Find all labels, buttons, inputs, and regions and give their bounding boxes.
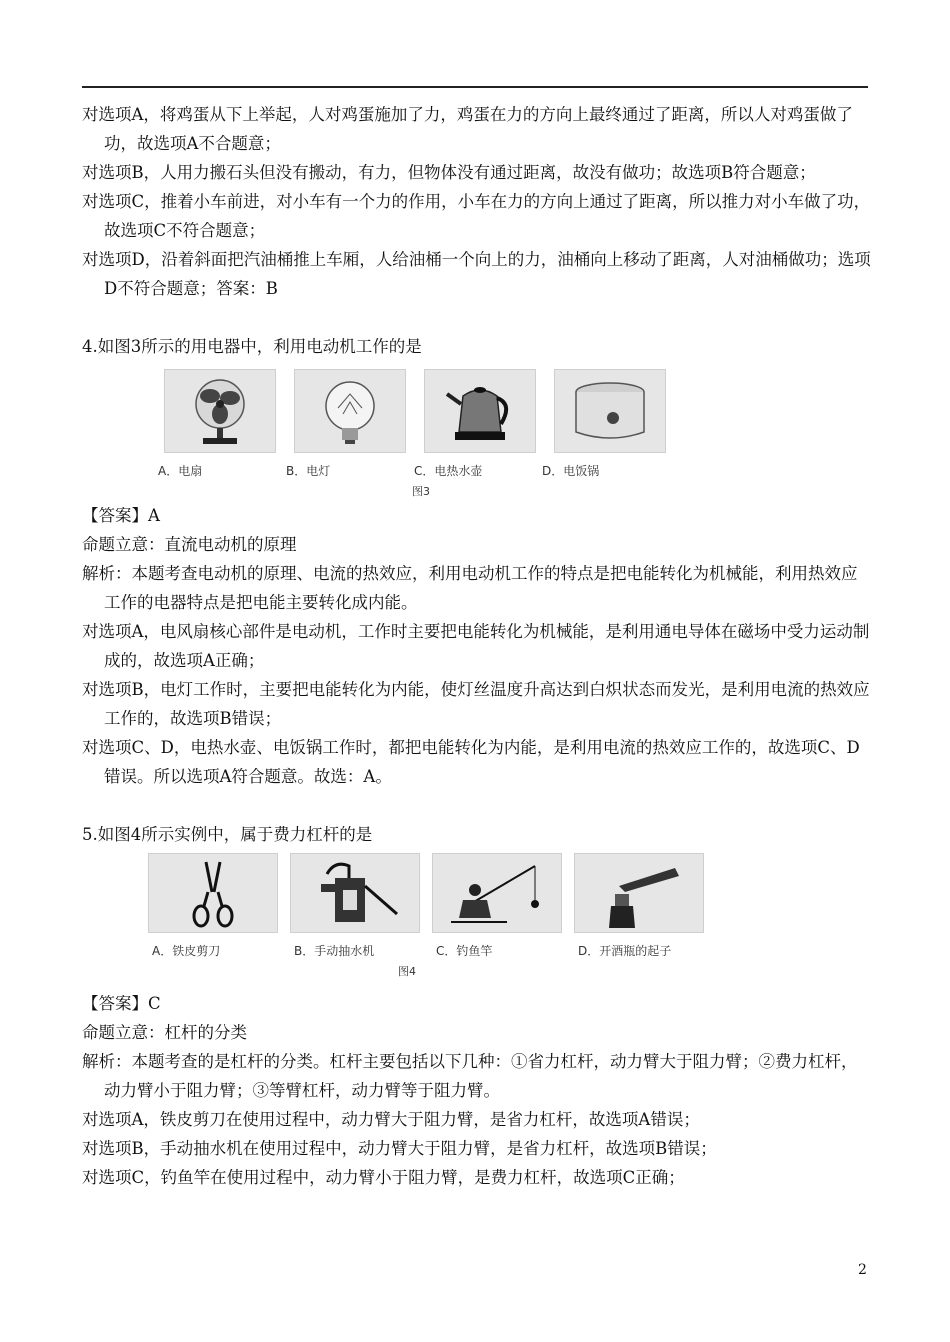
figure-3-caption-a: A．电扇: [158, 464, 203, 478]
q4-analysis: 解析：本题考查电动机的原理、电流的热效应，利用电动机工作的特点是把电能转化为机械能，利用热效应工作的电器特点是把电能主要转化成内能。: [82, 564, 858, 612]
figure-4-caption-d: D．开酒瓶的起子: [578, 944, 672, 958]
document-body: [82, 100, 872, 1192]
figure-3: [82, 361, 872, 501]
q4-option-b: 对选项B，电灯工作时，主要把电能转化为内能，使灯丝温度升高达到白炽状态而发光，是利用电流的热效应工作的，故选项B错误；: [82, 680, 870, 728]
fishing-rod-image: [432, 853, 562, 933]
q3-option-c: 对选项C，推着小车前进，对小车有一个力的作用，小车在力的方向上通过了距离，所以推力对小车做了功，故选项C不符合题意；: [82, 192, 871, 240]
q3-option-b: 对选项B，人用力搬石头但没有搬动，有力，但物体没有通过距离，故没有做功；故选项B符合题意；: [82, 163, 816, 182]
figure-4: [82, 849, 872, 989]
q5-option-a: 对选项A，铁皮剪刀在使用过程中，动力臂大于阻力臂，是省力杠杆，故选项A错误；: [82, 1110, 700, 1129]
q4-question: 4.如图3所示的用电器中，利用电动机工作的是: [82, 337, 422, 356]
page-number: 2: [858, 1262, 867, 1278]
q5-analysis: 解析：本题考查的是杠杆的分类。杠杆主要包括以下几种：①省力杠杆，动力臂大于阻力臂；②费力杠杆，动力臂小于阻力臂；③等臂杠杆，动力臂等于阻力臂。: [82, 1052, 858, 1100]
hand-pump-image: [290, 853, 420, 933]
light-bulb-image: [294, 369, 406, 453]
figure-3-label: 图3: [412, 485, 430, 498]
q5-option-c: 对选项C，钓鱼竿在使用过程中，动力臂小于阻力臂，是费力杠杆，故选项C正确；: [82, 1168, 685, 1187]
q5-option-b: 对选项B，手动抽水机在使用过程中，动力臂大于阻力臂，是省力杠杆，故选项B错误；: [82, 1139, 717, 1158]
figure-4-caption-c: C．钓鱼竿: [436, 944, 493, 958]
q4-intent: 命题立意：直流电动机的原理: [82, 535, 297, 554]
q4-option-a: 对选项A，电风扇核心部件是电动机，工作时主要把电能转化为机械能，是利用通电导体在磁场中受力运动制成的，故选项A正确；: [82, 622, 870, 670]
rice-cooker-image: [554, 369, 666, 453]
tin-snips-image: [148, 853, 278, 933]
figure-3-caption-c: C．电热水壶: [414, 464, 483, 478]
header-rule: [82, 86, 868, 88]
figure-4-label: 图4: [398, 965, 416, 978]
figure-4-caption-a: A．铁皮剪刀: [152, 944, 221, 958]
bottle-opener-image: [574, 853, 704, 933]
figure-4-caption-b: B．手动抽水机: [294, 944, 375, 958]
q5-intent: 命题立意：杠杆的分类: [82, 1023, 247, 1042]
q4-option-cd: 对选项C、D，电热水壶、电饭锅工作时，都把电能转化为内能，是利用电流的热效应工作的，故选项C、D错误。所以选项A符合题意。故选：A。: [82, 738, 860, 786]
q3-option-a: 对选项A，将鸡蛋从下上举起，人对鸡蛋施加了力，鸡蛋在力的方向上最终通过了距离，所以人对鸡蛋做了功，故选项A不合题意；: [82, 105, 853, 153]
figure-3-caption-d: D．电饭锅: [542, 464, 600, 478]
electric-fan-image: [164, 369, 276, 453]
q4-answer: 【答案】A: [82, 506, 160, 525]
electric-kettle-image: [424, 369, 536, 453]
q3-option-d: 对选项D，沿着斜面把汽油桶推上车厢，人给油桶一个向上的力，油桶向上移动了距离，人对油桶做功；选项D不符合题意；答案：B: [82, 250, 871, 298]
figure-3-caption-b: B．电灯: [286, 464, 331, 478]
q5-question: 5.如图4所示实例中，属于费力杠杆的是: [82, 825, 373, 844]
q5-answer: 【答案】C: [82, 994, 161, 1013]
